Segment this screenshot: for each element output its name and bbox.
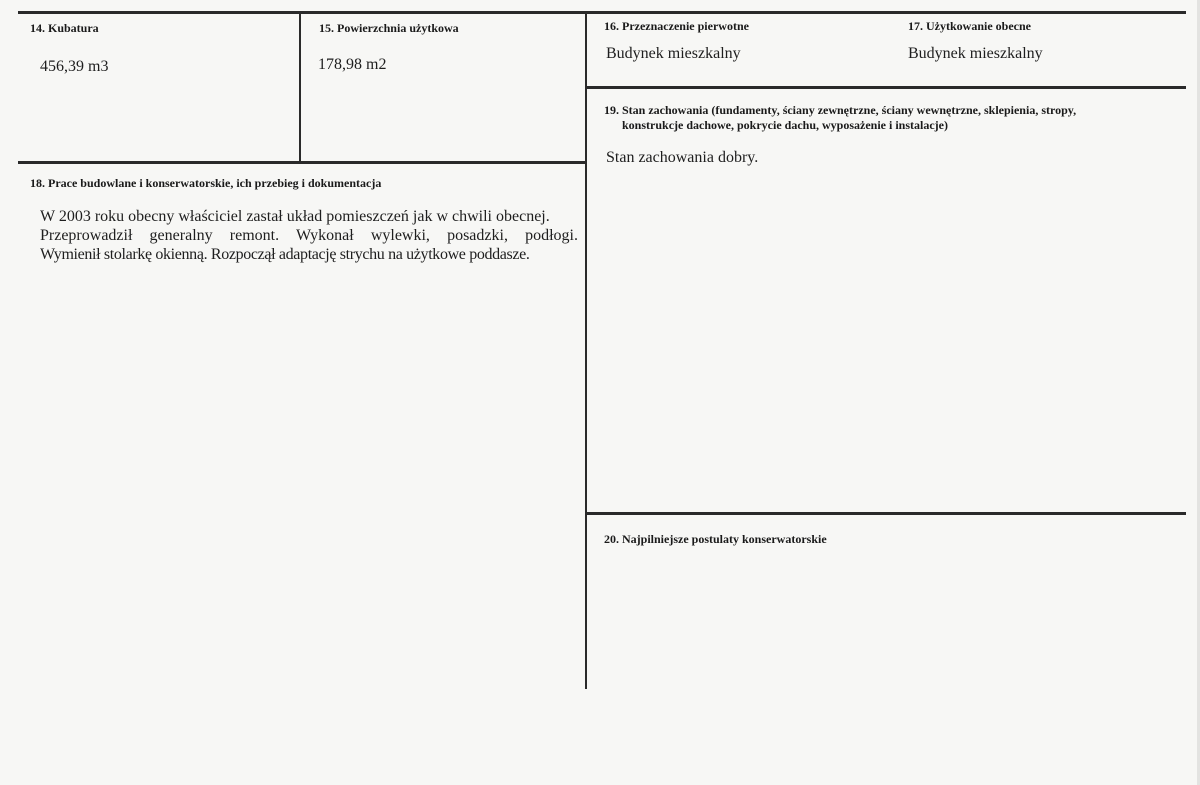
top-border-line — [18, 11, 1186, 14]
field-20-label: 20. Najpilniejsze postulaty konserwatorskie — [604, 532, 827, 546]
divider-16-19 — [586, 86, 1186, 89]
field-15-label: 15. Powierzchnia użytkowa — [319, 21, 459, 35]
divider-top-left-row — [18, 161, 586, 164]
field-16-value: Budynek mieszkalny — [606, 45, 741, 62]
divider-14-15 — [299, 11, 301, 163]
divider-19-20 — [586, 512, 1186, 515]
field-17-value: Budynek mieszkalny — [908, 45, 1043, 62]
field-19-value: Stan zachowania dobry. — [606, 149, 759, 166]
field-18-line-2: Przeprowadził generalny remont. Wykonał wylewki, posadzki, podłogi. — [40, 227, 578, 244]
main-column-divider — [585, 11, 587, 689]
field-16-label: 16. Przeznaczenie pierwotne — [604, 19, 749, 33]
field-18-line-3: Wymienił stolarkę okienną. Rozpoczął adaptację strychu na użytkowe poddasze. — [40, 246, 530, 263]
field-17-label: 17. Użytkowanie obecne — [908, 19, 1031, 33]
field-19-label-line-2: konstrukcje dachowe, pokrycie dachu, wyposażenie i instalacje) — [622, 118, 948, 132]
field-18-line-1: W 2003 roku obecny właściciel zastał układ pomieszczeń jak w chwili obecnej. — [40, 208, 550, 225]
field-15-value: 178,98 m2 — [318, 56, 387, 73]
field-19-label-line-1: 19. Stan zachowania (fundamenty, ściany zewnętrzne, ściany wewnętrzne, sklepienia, stropy, — [604, 103, 1077, 117]
field-14-label: 14. Kubatura — [30, 21, 99, 35]
field-18-label: 18. Prace budowlane i konserwatorskie, ich przebieg i dokumentacja — [30, 176, 382, 190]
field-14-value: 456,39 m3 — [40, 58, 109, 75]
